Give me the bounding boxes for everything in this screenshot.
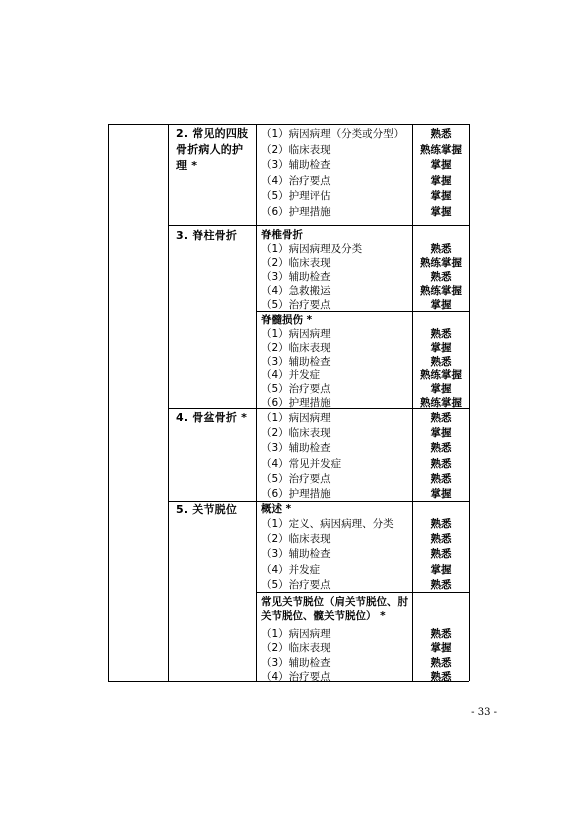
mastery-level: 熟悉 [430, 243, 452, 256]
item-text: （4）并发症 [261, 563, 321, 576]
item-text: （6）护理措施 [261, 488, 331, 501]
mastery-level: 熟悉 [430, 578, 452, 591]
mastery-level: 熟悉 [430, 533, 452, 546]
row-divider-common-dislocation [256, 592, 469, 593]
mastery-level: 熟悉 [430, 457, 452, 470]
list-item [261, 471, 452, 486]
mastery-level: 掌握 [430, 488, 452, 501]
mastery-level: 掌握 [430, 159, 452, 172]
content-block-spinal-cord-injury [261, 313, 462, 409]
list-item [261, 126, 452, 142]
item-text: （3）辅助检查 [261, 271, 331, 283]
list-item [261, 173, 452, 189]
mastery-level: 熟悉 [430, 548, 452, 561]
item-text: （1）病因病理 [261, 328, 331, 341]
item-text: （3）辅助检查 [261, 656, 331, 669]
content-block-overview [261, 502, 452, 592]
topic-limb-fracture: 2. 常见的四肢骨折病人的护理 * [176, 127, 249, 172]
list-item [261, 546, 452, 561]
item-text: （2）临床表现 [261, 342, 331, 355]
list-item [261, 270, 452, 284]
list-item [261, 242, 452, 256]
list-item [261, 341, 452, 355]
list-item [261, 425, 452, 440]
topic-spinal-fracture: 3. 脊柱骨折 [176, 229, 238, 242]
mastery-level: 掌握 [430, 205, 452, 218]
list-item [261, 327, 452, 341]
table-border-top [108, 124, 469, 125]
mastery-level: 掌握 [430, 642, 452, 655]
item-text: （3）辅助检查 [261, 159, 331, 172]
mastery-level: 掌握 [430, 342, 452, 355]
mastery-level: 熟练掌握 [420, 369, 462, 382]
mastery-level: 熟悉 [430, 128, 452, 141]
column-divider-3 [412, 124, 413, 681]
content-block-pelvic-fracture [261, 410, 452, 501]
item-text: （2）临床表现 [261, 427, 331, 440]
mastery-level: 熟悉 [430, 671, 452, 684]
list-item [261, 577, 452, 592]
content-block-common-dislocation [261, 595, 452, 684]
item-text: （3）辅助检查 [261, 442, 331, 455]
mastery-level: 熟悉 [430, 412, 452, 425]
list-item [261, 440, 452, 455]
item-text: （5）护理评估 [261, 190, 331, 203]
block-title: 脊椎骨折 [261, 229, 303, 241]
item-text: （4）急救搬运 [261, 284, 331, 297]
mastery-level: 熟练掌握 [420, 257, 462, 270]
item-text: （2）临床表现 [261, 533, 331, 546]
list-item [261, 157, 452, 173]
item-text: （5）治疗要点 [261, 298, 331, 311]
list-item [261, 142, 462, 158]
mastery-level: 熟悉 [430, 355, 452, 368]
item-text: （1）定义、病因病理、分类 [261, 518, 394, 531]
list-item [261, 456, 452, 471]
item-text: （1）病因病理 [261, 627, 331, 640]
list-item [261, 283, 462, 297]
mastery-level: 熟悉 [430, 442, 452, 455]
block-title: 脊髓损伤 * [261, 314, 313, 326]
list-item [261, 655, 452, 670]
item-text: （1）病因病理（分类或分型） [261, 128, 405, 141]
item-text: （3）辅助检查 [261, 355, 331, 368]
item-text: （6）护理措施 [261, 205, 331, 218]
item-text: （2）临床表现 [261, 642, 331, 655]
list-item [261, 354, 452, 368]
item-text: （5）治疗要点 [261, 383, 331, 396]
list-item [261, 516, 452, 531]
mastery-level: 熟练掌握 [420, 284, 462, 297]
item-text: （4）治疗要点 [261, 174, 331, 187]
mastery-level: 熟练掌握 [420, 396, 462, 409]
list-item [261, 204, 452, 220]
mastery-level: 掌握 [430, 298, 452, 311]
mastery-level: 熟悉 [430, 472, 452, 485]
item-text: （3）辅助检查 [261, 548, 331, 561]
item-text: （2）临床表现 [261, 257, 331, 270]
item-text: （1）病因病理及分类 [261, 243, 363, 256]
column-divider-1 [168, 124, 169, 681]
mastery-level: 掌握 [430, 174, 452, 187]
mastery-level: 熟悉 [430, 270, 452, 283]
item-text: （1）病因病理 [261, 412, 331, 425]
item-text: （4）常见并发症 [261, 457, 342, 470]
topic-joint-dislocation: 5. 关节脱位 [176, 503, 238, 516]
list-item [261, 188, 452, 204]
mastery-level: 熟练掌握 [420, 143, 462, 156]
topic-pelvic-fracture: 4. 骨盆骨折 * [176, 411, 248, 424]
row-divider-section-3 [168, 225, 469, 226]
list-item [261, 410, 452, 425]
content-block-vertebral-fracture [261, 228, 462, 311]
list-item [261, 297, 452, 311]
list-item [261, 368, 462, 382]
mastery-level: 熟悉 [430, 656, 452, 669]
mastery-level: 掌握 [430, 190, 452, 203]
item-text: （5）治疗要点 [261, 578, 331, 591]
content-block-limb-fracture [261, 126, 462, 219]
list-item [261, 395, 462, 409]
list-item [261, 486, 452, 501]
table-border-left [108, 124, 109, 681]
list-item [261, 641, 452, 656]
mastery-level: 熟悉 [430, 627, 452, 640]
column-divider-2 [256, 124, 257, 681]
list-item [261, 626, 452, 641]
item-text: （4）并发症 [261, 369, 321, 382]
mastery-level: 掌握 [430, 563, 452, 576]
list-item [261, 382, 452, 396]
mastery-level: 熟悉 [430, 328, 452, 341]
mastery-level: 掌握 [430, 427, 452, 440]
mastery-level: 熟悉 [430, 518, 452, 531]
list-item [261, 562, 452, 577]
block-title: 常见关节脱位（肩关节脱位、肘关节脱位、髋关节脱位） * [261, 596, 408, 622]
item-text: （2）临床表现 [261, 143, 331, 156]
mastery-level: 掌握 [430, 383, 452, 396]
item-text: （6）护理措施 [261, 396, 331, 409]
list-item [261, 256, 462, 270]
item-text: （5）治疗要点 [261, 472, 331, 485]
item-text: （4）治疗要点 [261, 671, 331, 684]
list-item [261, 531, 452, 546]
block-title: 概述 * [261, 503, 292, 515]
list-item [261, 670, 452, 685]
table-border-right [469, 124, 470, 681]
page-number: - 33 - [471, 707, 497, 718]
